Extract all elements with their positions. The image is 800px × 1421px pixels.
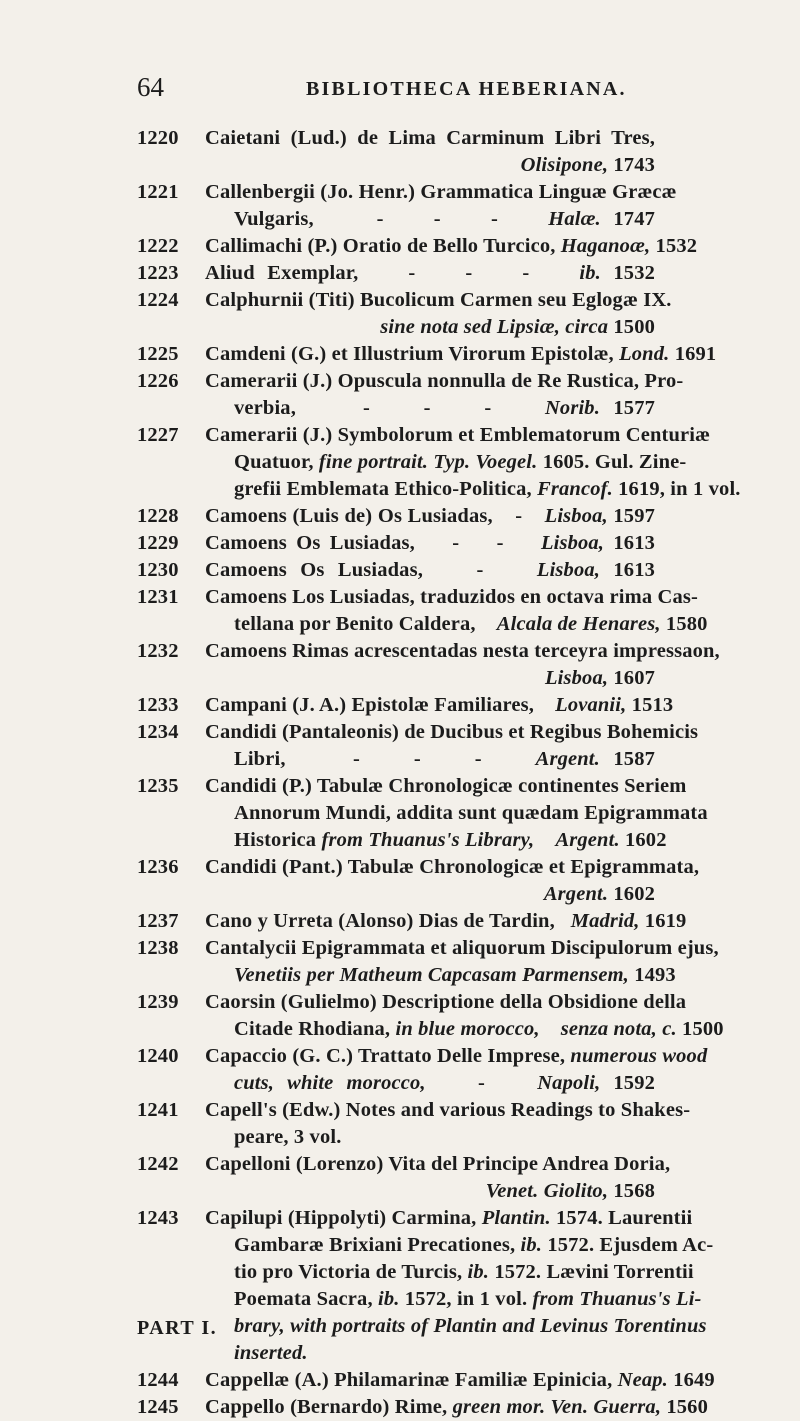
entry-text-line: Quatuor, fine portrait. Typ. Voegel. 1605. Gul. Zine- [234, 451, 687, 473]
entry-text-line: Caorsin (Gulielmo) Descriptione della Obsidione della [205, 991, 687, 1013]
catalogue-entry [0, 854, 800, 908]
entry-number: 1224 [137, 289, 179, 311]
catalogue-entry [0, 422, 800, 503]
entry-number: 1227 [137, 424, 179, 446]
entry-number: 1245 [137, 1396, 179, 1418]
entry-text-line: Gambaræ Brixiani Precationes, ib. 1572. Ejusdem Ac- [234, 1234, 714, 1256]
entry-text-line: Capilupi (Hippolyti) Carmina, Plantin. 1574. Laurentii [205, 1207, 693, 1229]
entry-text-line: Libri, - - - Argent. 1587 [234, 748, 655, 770]
entry-number: 1222 [137, 235, 179, 257]
catalogue-entries [0, 125, 800, 1421]
entry-text-line: Cantalycii Epigrammata et aliquorum Discipulorum ejus, [205, 937, 719, 959]
catalogue-entry [0, 368, 800, 422]
catalogue-entry [0, 1043, 800, 1097]
entry-text-line: Annorum Mundi, addita sunt quædam Epigrammata [234, 802, 708, 824]
entry-text-line: Camoens Os Lusiadas, - - Lisboa, 1613 [205, 532, 656, 554]
entry-number: 1221 [137, 181, 179, 203]
entry-text-line: Cappello (Bernardo) Rime, green mor. Ven. Guerra, 1560 [205, 1396, 708, 1418]
entry-text-line: inserted. [234, 1342, 308, 1364]
page-number: 64 [137, 72, 164, 102]
catalogue-entry [0, 503, 800, 530]
catalogue-entry [0, 989, 800, 1043]
catalogue-entry [0, 287, 800, 341]
entry-text-line: Cano y Urreta (Alonso) Dias de Tardin, Madrid, 1619 [205, 910, 687, 932]
entry-text-line: Olisipone, 1743 [520, 154, 655, 176]
catalogue-entry [0, 1151, 800, 1205]
entry-number: 1234 [137, 721, 179, 743]
entry-number: 1238 [137, 937, 179, 959]
catalogue-entry [0, 341, 800, 368]
entry-text-line: Caietani (Lud.) de Lima Carminum Libri Tres, [205, 127, 655, 149]
catalogue-entry [0, 584, 800, 638]
entry-number: 1239 [137, 991, 179, 1013]
entry-number: 1231 [137, 586, 179, 608]
catalogue-entry [0, 260, 800, 287]
entry-text-line: Argent. 1602 [543, 883, 655, 905]
entry-text-line: Venetiis per Matheum Capcasam Parmensem, 1493 [234, 964, 676, 986]
entry-text-line: Aliud Exemplar, - - - ib. 1532 [205, 262, 655, 284]
catalogue-entry [0, 1367, 800, 1394]
entry-number: 1237 [137, 910, 179, 932]
entry-text-line: Candidi (Pant.) Tabulæ Chronologicæ et Epigrammata, [205, 856, 700, 878]
entry-number: 1220 [137, 127, 179, 149]
entry-text-line: sine nota sed Lipsiæ, circa 1500 [380, 316, 655, 338]
entry-number: 1226 [137, 370, 179, 392]
entry-text-line: Candidi (P.) Tabulæ Chronologicæ continentes Seriem [205, 775, 687, 797]
entry-text-line: Camoens Los Lusiadas, traduzidos en octava rima Cas- [205, 586, 698, 608]
catalogue-entry [0, 125, 800, 179]
entry-text-line: Campani (J. A.) Epistolæ Familiares, Lovanii, 1513 [205, 694, 674, 716]
entry-number: 1244 [137, 1369, 179, 1391]
entry-number: 1243 [137, 1207, 179, 1229]
entry-text-line: Cappellæ (A.) Philamarinæ Familiæ Epinicia, Neap. 1649 [205, 1369, 715, 1391]
entry-number: 1242 [137, 1153, 179, 1175]
entry-number: 1240 [137, 1045, 179, 1067]
entry-number: 1236 [137, 856, 179, 878]
entry-text-line: Callimachi (P.) Oratio de Bello Turcico, Haganoæ, 1532 [205, 235, 698, 257]
entry-text-line: cuts, white morocco, - Napoli, 1592 [234, 1072, 656, 1094]
catalogue-entry [0, 1097, 800, 1151]
entry-text-line: tio pro Victoria de Turcis, ib. 1572. Lævini Torrentii [234, 1261, 694, 1283]
entry-number: 1225 [137, 343, 179, 365]
entry-text-line: Camerarii (J.) Symbolorum et Emblematorum Centuriæ [205, 424, 711, 446]
entry-text-line: Capell's (Edw.) Notes and various Readings to Shakes- [205, 1099, 691, 1121]
entry-text-line: Citade Rhodiana, in blue morocco, senza nota, c. 1500 [234, 1018, 724, 1040]
entry-text-line: Callenbergii (Jo. Henr.) Grammatica Linguæ Græcæ [205, 181, 677, 203]
entry-text-line: grefii Emblemata Ethico-Politica, Francof. 1619, in 1 vol. [234, 478, 741, 500]
entry-text-line: Poemata Sacra, ib. 1572, in 1 vol. from Thuanus's Li- [234, 1288, 702, 1310]
entry-number: 1235 [137, 775, 179, 797]
catalogue-entry [0, 557, 800, 584]
catalogue-entry [0, 179, 800, 233]
catalogue-entry [0, 692, 800, 719]
entry-number: 1233 [137, 694, 179, 716]
catalogue-entry [0, 1394, 800, 1421]
entry-number: 1232 [137, 640, 179, 662]
entry-number: 1229 [137, 532, 179, 554]
catalogue-entry [0, 908, 800, 935]
entry-text-line: Camoens (Luis de) Os Lusiadas, - Lisboa, 1597 [205, 505, 655, 527]
catalogue-entry [0, 719, 800, 773]
entry-text-line: Capaccio (G. C.) Trattato Delle Imprese, numerous wood [205, 1045, 708, 1067]
entry-text-line: peare, 3 vol. [234, 1126, 342, 1148]
entry-text-line: Lisboa, 1607 [545, 667, 655, 689]
entry-text-line: Camoens Os Lusiadas, - Lisboa, 1613 [205, 559, 655, 581]
entry-number: 1241 [137, 1099, 179, 1121]
entry-text-line: verbia, - - - Norib. 1577 [234, 397, 655, 419]
catalogue-entry [0, 935, 800, 989]
catalogue-entry [0, 233, 800, 260]
entry-text-line: Camdeni (G.) et Illustrium Virorum Epistolæ, Lond. 1691 [205, 343, 717, 365]
running-title: BIBLIOTHECA HEBERIANA. [306, 78, 627, 100]
signature-mark: PART I. [137, 1317, 218, 1339]
page-header [0, 72, 800, 112]
entry-number: 1223 [137, 262, 179, 284]
catalogue-entry [0, 773, 800, 854]
entry-text-line: Vulgaris, - - - Halæ. 1747 [234, 208, 656, 230]
entry-text-line: Capelloni (Lorenzo) Vita del Principe Andrea Doria, [205, 1153, 671, 1175]
entry-text-line: Venet. Giolito, 1568 [485, 1180, 655, 1202]
entry-text-line: Calphurnii (Titi) Bucolicum Carmen seu Eglogæ IX. [205, 289, 672, 311]
entry-text-line: Candidi (Pantaleonis) de Ducibus et Regibus Bohemicis [205, 721, 699, 743]
entry-text-line: Camerarii (J.) Opuscula nonnulla de Re Rustica, Pro- [205, 370, 684, 392]
entry-text-line: brary, with portraits of Plantin and Levinus Torentinus [234, 1315, 707, 1337]
entry-number: 1228 [137, 505, 179, 527]
entry-text-line: Camoens Rimas acrescentadas nesta terceyra impressaon, [205, 640, 720, 662]
catalogue-entry [0, 638, 800, 692]
entry-number: 1230 [137, 559, 179, 581]
entry-text-line: tellana por Benito Caldera, Alcala de Henares, 1580 [234, 613, 708, 635]
catalogue-entry [0, 530, 800, 557]
entry-text-line: Historica from Thuanus's Library, Argent. 1602 [234, 829, 667, 851]
catalogue-entry [0, 1205, 800, 1367]
